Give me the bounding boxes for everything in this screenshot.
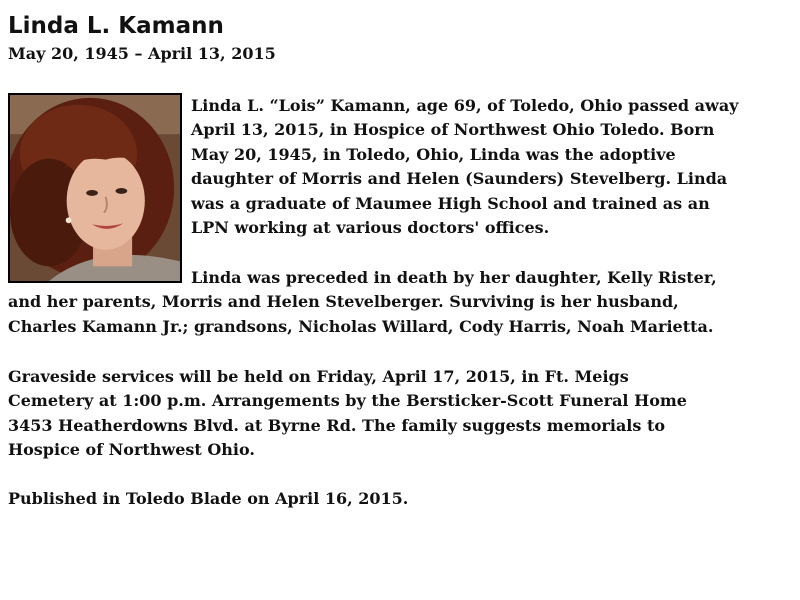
paragraph-line: Linda was preceded in death by her daughter, Kelly Rister, xyxy=(191,268,717,287)
paragraph-line: Cemetery at 1:00 p.m. Arrangements by the Bersticker-Scott Funeral Home xyxy=(8,391,687,411)
paragraph-line: was a graduate of Maumee High School and trained as an xyxy=(191,193,710,213)
obituary-name: Linda L. Kamann xyxy=(8,13,224,39)
obituary-published-note xyxy=(8,487,408,511)
paragraph-line: Hospice of Northwest Ohio. xyxy=(8,440,255,460)
published-line: Published in Toledo Blade on April 16, 2015. xyxy=(8,489,409,508)
portrait-image xyxy=(10,95,180,281)
paragraph-line: Charles Kamann Jr.; grandsons, Nicholas Willard, Cody Harris, Noah Marietta. xyxy=(8,316,714,336)
paragraph-line: 3453 Heatherdowns Blvd. at Byrne Rd. The family suggests memorials to xyxy=(8,415,666,435)
obituary-paragraph-3 xyxy=(8,365,687,463)
paragraph-line: and her parents, Morris and Helen Stevelberger. Surviving is her husband, xyxy=(8,292,679,312)
obituary-paragraph-2 xyxy=(8,266,717,339)
obituary-paragraph-1 xyxy=(191,94,738,240)
paragraph-line: Linda L. “Lois” Kamann, age 69, of Toledo, Ohio passed away xyxy=(191,96,739,115)
obituary-dates: May 20, 1945 – April 13, 2015 xyxy=(8,44,276,63)
portrait-photo xyxy=(8,93,182,283)
paragraph-line: April 13, 2015, in Hospice of Northwest Ohio Toledo. Born xyxy=(191,120,715,140)
paragraph-line: daughter of Morris and Helen (Saunders) Stevelberg. Linda xyxy=(191,169,728,189)
paragraph-line: Graveside services will be held on Friday, April 17, 2015, in Ft. Meigs xyxy=(8,367,629,386)
paragraph-line: LPN working at various doctors' offices. xyxy=(191,217,550,237)
paragraph-line: May 20, 1945, in Toledo, Ohio, Linda was the adoptive xyxy=(191,144,676,164)
